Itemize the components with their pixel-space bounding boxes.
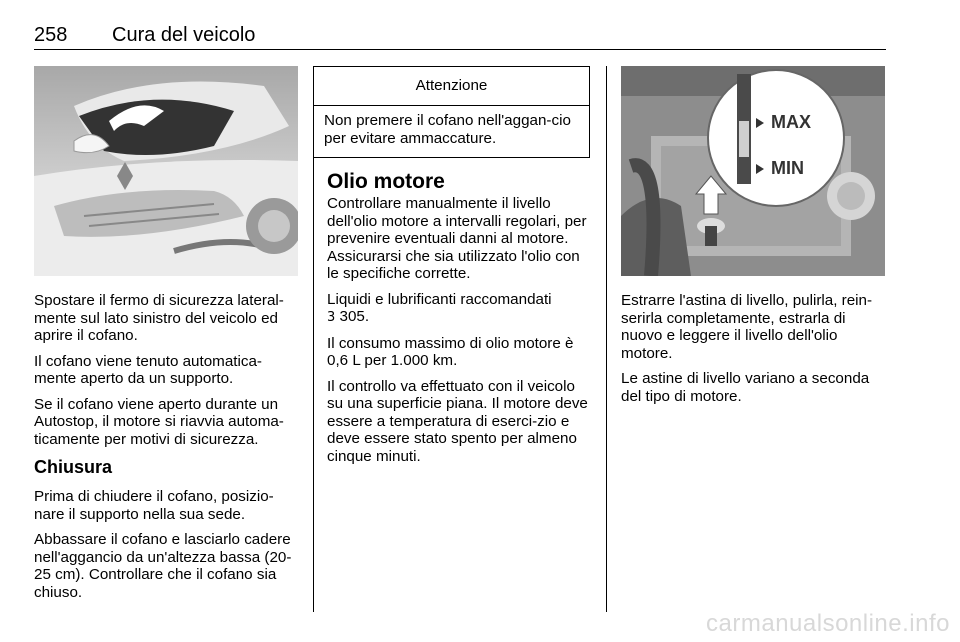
header-rule — [34, 49, 886, 50]
paragraph: Il controllo va effettuato con il veicolo su una superficie piana. Il motore deve essere a temperatura di eserci-zio e deve essere stato spento per almeno cinque minuti. — [327, 377, 588, 465]
reference-page[interactable]: 305. — [339, 308, 370, 325]
section-title-chiusura: Chiusura — [34, 457, 113, 477]
page-number: 258 — [34, 24, 68, 46]
left-column — [34, 292, 300, 456]
paragraph: Abbassare il cofano e lasciarlo cadere nell'aggancio da un'altezza bassa (20-25 cm). Controllare che il cofano sia chiuso. — [34, 531, 292, 601]
hood-release-illustration — [34, 66, 298, 276]
dipstick-max-label: MAX — [771, 112, 811, 132]
section-title-olio-motore: Olio motore — [327, 170, 445, 193]
notice-box — [313, 66, 590, 158]
page-reference-arrow: 3 — [327, 310, 336, 325]
dipstick-illustration — [621, 66, 885, 276]
right-column — [621, 292, 887, 413]
reference-text: Liquidi e lubrificanti raccomandati — [327, 290, 552, 308]
left-column-closing — [34, 488, 300, 609]
paragraph: Prima di chiudere il cofano, posizio-nare il supporto nella sua sede. — [34, 488, 274, 523]
page-header — [34, 20, 886, 50]
paragraph: Il cofano viene tenuto automatica-mente aperto da un supporto. — [34, 352, 262, 387]
middle-column — [327, 195, 591, 473]
paragraph: Controllare manualmente il livello dell'olio motore a intervalli regolari, per prevenire eventuali danni al motore. Assicurarsi che sia utilizzato l'olio con le specifiche corrette. — [327, 195, 587, 282]
paragraph: Estrarre l'astina di livello, pulirla, rein-serirla completamente, estrarla di nuovo e leggere il livello dell'olio motore. — [621, 292, 873, 362]
watermark: carmanualsonline.info — [706, 610, 950, 637]
paragraph: Le astine di livello variano a seconda del tipo di motore. — [621, 370, 870, 405]
paragraph: Se il cofano viene aperto durante un Autostop, il motore si riavvia automa-ticamente per motivi di sicurezza. — [34, 395, 284, 448]
notice-title: Attenzione — [314, 67, 589, 106]
notice-text: Non premere il cofano nell'aggan-cio per evitare ammaccature. — [324, 112, 571, 147]
paragraph: Spostare il fermo di sicurezza lateral-mente sul lato sinistro del veicolo ed aprire il cofano. — [34, 292, 284, 344]
dipstick-min-label: MIN — [771, 158, 804, 178]
reference-paragraph — [327, 291, 591, 327]
column-divider-right — [606, 66, 607, 612]
paragraph: Il consumo massimo di olio motore è 0,6 L per 1.000 km. — [327, 334, 574, 369]
chapter-title: Cura del veicolo — [112, 24, 256, 46]
